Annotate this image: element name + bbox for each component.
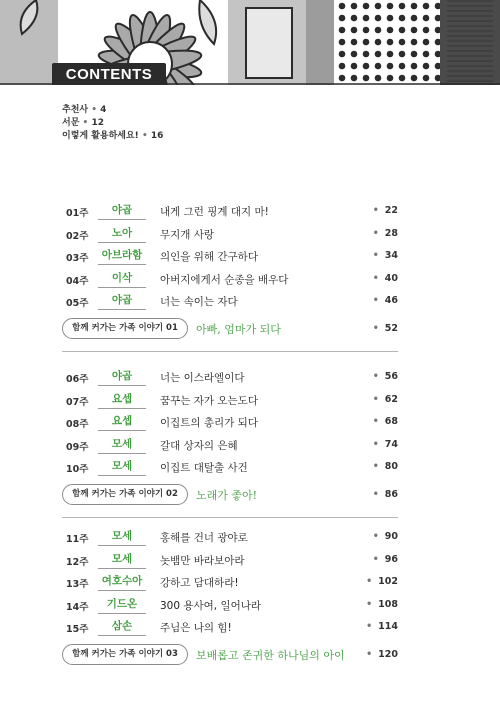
- family-story-title: 보배롭고 존귀한 하나님의 아이: [196, 648, 345, 662]
- character-name: 모세: [98, 551, 146, 569]
- page-number-value: 22: [384, 205, 398, 216]
- character-name: 기드온: [98, 596, 146, 614]
- week-number: 11주: [66, 534, 89, 545]
- page-number-value: 120: [378, 648, 398, 660]
- page-number-value: 90: [384, 531, 398, 542]
- separator-dot: •: [372, 531, 379, 542]
- chapter-title: 주님은 나의 힘!: [160, 622, 232, 634]
- page-number: [373, 439, 398, 450]
- page-number-value: 40: [384, 272, 398, 284]
- week-number: 01주: [66, 208, 89, 219]
- toc-row[interactable]: [62, 368, 398, 387]
- toc-row[interactable]: [62, 596, 398, 615]
- chapter-title: 내게 그런 핑계 대지 마!: [160, 206, 269, 218]
- character-name: 모세: [98, 458, 146, 476]
- separator-dot: •: [91, 105, 97, 115]
- week-number: 10주: [66, 464, 89, 475]
- separator-dot: •: [372, 553, 379, 565]
- week-number: 02주: [66, 230, 89, 242]
- week-number: 13주: [66, 579, 89, 590]
- front-matter-page: 4: [100, 105, 107, 115]
- separator-dot: •: [366, 598, 373, 610]
- family-story-badge: 함께 커가는 가족 이야기 02: [62, 484, 188, 505]
- page-number: [366, 576, 398, 587]
- toc-row[interactable]: [62, 436, 398, 455]
- page-number-value: 46: [384, 295, 398, 306]
- chapter-title: 홍해를 건너 광야로: [160, 532, 248, 544]
- chapter-title: 갈대 상자의 은혜: [160, 439, 238, 452]
- week-number: 05주: [66, 298, 89, 309]
- separator-dot: •: [372, 371, 379, 382]
- chapter-title: 놋뱀만 바라보아라: [160, 554, 245, 567]
- contents-heading: CONTENTS: [52, 63, 166, 85]
- toc-row[interactable]: [62, 528, 398, 547]
- page-number-value: 102: [378, 576, 398, 587]
- toc-row[interactable]: [62, 202, 398, 221]
- front-matter-label: 추천사: [62, 105, 89, 115]
- front-matter-item[interactable]: [62, 102, 106, 115]
- character-name: 모세: [98, 528, 146, 546]
- character-name: 요셉: [98, 413, 146, 431]
- page-number: [373, 205, 398, 216]
- page-number-value: 108: [378, 598, 398, 610]
- week-number: 03주: [66, 253, 89, 264]
- front-matter-label: 서문: [62, 118, 80, 128]
- page-number: [366, 599, 398, 610]
- header-decoration: [0, 0, 500, 85]
- week-number: 15주: [66, 624, 89, 635]
- separator-dot: •: [372, 488, 379, 500]
- page-number: [366, 649, 398, 660]
- character-name: 야곱: [98, 368, 146, 386]
- page-number-value: 28: [384, 227, 398, 239]
- page-number-value: 62: [384, 393, 398, 405]
- page-number: [373, 250, 398, 261]
- chapter-title: 이집트의 총리가 되다: [160, 417, 258, 429]
- family-story-row[interactable]: [62, 318, 398, 340]
- toc-row[interactable]: [62, 458, 398, 477]
- separator-dot: •: [366, 576, 373, 587]
- front-matter-item[interactable]: [62, 115, 104, 128]
- character-name: 요셉: [98, 391, 146, 409]
- separator-dot: •: [372, 205, 379, 216]
- chapter-title: 의인을 위해 간구하다: [160, 251, 258, 263]
- page-number-value: 96: [384, 553, 398, 565]
- chapter-title: 아버지에게서 순종을 배우다: [160, 273, 289, 286]
- separator-dot: •: [372, 416, 379, 427]
- family-story-row[interactable]: [62, 644, 398, 666]
- page-number-value: 56: [384, 371, 398, 382]
- family-story-title: 아빠, 엄마가 되다: [196, 322, 281, 336]
- family-story-badge: 함께 커가는 가족 이야기 03: [62, 644, 188, 665]
- front-matter-label: 이렇게 활용하세요!: [62, 131, 139, 141]
- page-number-value: 114: [378, 621, 398, 632]
- chapter-title: 무지개 사랑: [160, 228, 215, 241]
- toc-row[interactable]: [62, 618, 398, 637]
- week-number: 06주: [66, 374, 89, 385]
- page-number: [373, 461, 398, 472]
- page-number-value: 68: [384, 416, 398, 427]
- character-name: 야곱: [98, 202, 146, 220]
- toc-row[interactable]: [62, 551, 398, 570]
- character-name: 노아: [98, 225, 146, 243]
- separator-dot: •: [372, 227, 379, 239]
- page-number: [373, 489, 398, 500]
- character-name: 삼손: [98, 618, 146, 636]
- page-number: [373, 554, 398, 565]
- separator-dot: •: [372, 393, 379, 405]
- chapter-title: 강하고 담대하라!: [160, 577, 239, 589]
- page-number: [373, 416, 398, 427]
- page-number: [373, 531, 398, 542]
- week-number: 09주: [66, 441, 89, 453]
- character-name: 이삭: [98, 270, 146, 288]
- toc-row[interactable]: [62, 270, 398, 289]
- character-name: 모세: [98, 436, 146, 454]
- toc-row[interactable]: [62, 292, 398, 311]
- family-story-row[interactable]: [62, 484, 398, 506]
- week-number: 12주: [66, 556, 89, 568]
- page-number: [373, 371, 398, 382]
- separator-dot: •: [372, 295, 379, 306]
- page-number-value: 52: [384, 322, 398, 334]
- toc-row[interactable]: [62, 391, 398, 410]
- separator-dot: •: [366, 621, 373, 632]
- page-number: [366, 621, 398, 632]
- separator-dot: •: [82, 118, 89, 128]
- page-number: [373, 394, 398, 405]
- section-divider: [62, 517, 398, 518]
- character-name: 야곱: [98, 292, 146, 310]
- front-matter-item[interactable]: [62, 128, 163, 141]
- week-number: 07주: [66, 396, 89, 408]
- chapter-title: 너는 이스라엘이다: [160, 372, 245, 384]
- week-number: 14주: [66, 601, 89, 613]
- family-story-badge: 함께 커가는 가족 이야기 01: [62, 318, 188, 339]
- chapter-title: 300 용사여, 일어나라: [160, 599, 262, 612]
- separator-dot: •: [366, 648, 373, 660]
- toc-row[interactable]: [62, 413, 398, 432]
- separator-dot: •: [372, 322, 379, 334]
- toc-row[interactable]: [62, 573, 398, 592]
- page-number-value: 86: [384, 488, 398, 500]
- chapter-title: 이집트 대탈출 사건: [160, 462, 248, 474]
- separator-dot: •: [141, 131, 148, 141]
- page-number: [373, 273, 398, 284]
- page-number-value: 34: [384, 250, 398, 261]
- chapter-title: 너는 속이는 자다: [160, 296, 238, 308]
- toc-row[interactable]: [62, 225, 398, 244]
- page-number: [373, 228, 398, 239]
- toc-row[interactable]: [62, 247, 398, 266]
- separator-dot: •: [372, 250, 379, 261]
- front-matter-page: 12: [91, 118, 104, 128]
- week-number: 08주: [66, 419, 89, 430]
- front-matter-page: 16: [150, 131, 164, 141]
- separator-dot: •: [372, 272, 379, 284]
- page-number-value: 74: [384, 438, 398, 450]
- week-number: 04주: [66, 275, 89, 287]
- separator-dot: •: [372, 461, 379, 472]
- section-divider: [62, 351, 398, 352]
- page-number: [373, 295, 398, 306]
- page-number: [373, 323, 398, 334]
- character-name: 여호수아: [98, 573, 146, 591]
- family-story-title: 노래가 좋아!: [196, 488, 258, 502]
- character-name: 아브라함: [98, 247, 146, 265]
- chapter-title: 꿈꾸는 자가 오는도다: [160, 394, 258, 407]
- separator-dot: •: [372, 438, 379, 450]
- page-number-value: 80: [384, 461, 398, 472]
